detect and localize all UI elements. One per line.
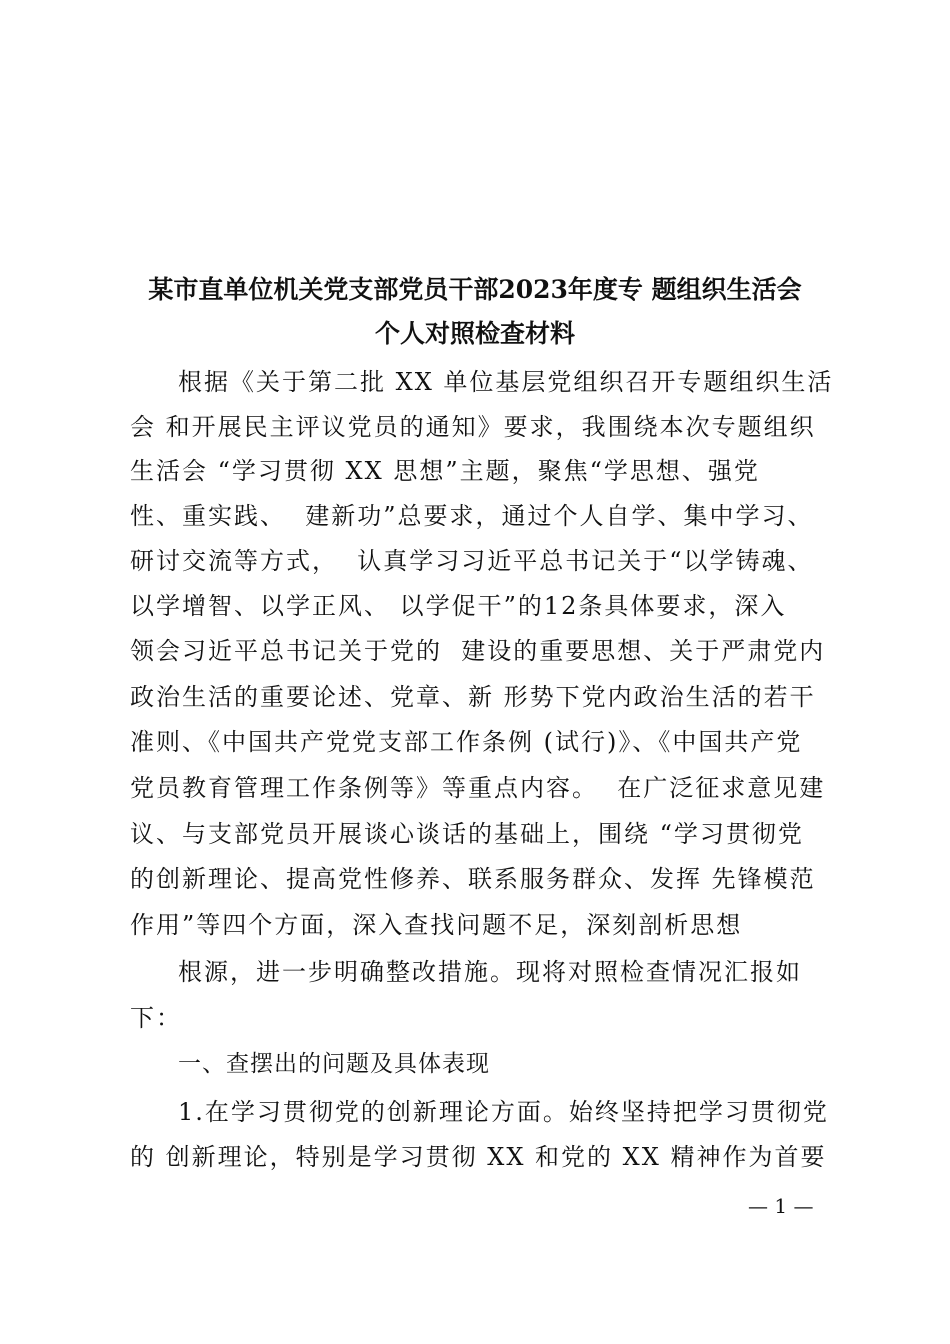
text-line: 作用”等四个方面，深入查找问题不足，深刻剖析思想 [130, 911, 743, 939]
text-line: 以学增智、以学正风、 以学促干”的12条具体要求，深入 [130, 592, 787, 620]
text-line: 性、重实践、 建新功”总要求，通过个人自学、集中学习、 [130, 502, 814, 530]
text-line: 根据《关于第二批 XX 单位基层党组织召开专题组织生活 [178, 368, 834, 396]
text-line: 根源，进一步明确整改措施。现将对照检查情况汇报如 [178, 958, 802, 986]
text-line: 议、与支部党员开展谈心谈话的基础上，围绕 “学习贯彻党 [130, 820, 804, 848]
text-line: 生活会 “学习贯彻 XX 思想”主题，聚焦“学思想、强党 [130, 457, 760, 485]
page-number: — 1 — [748, 1194, 814, 1218]
text-line: 政治生活的重要论述、党章、新 形势下党内政治生活的若干 [130, 683, 816, 711]
text-line: 准则、《中国共产党党支部工作条例 (试行)》、《中国共产党 [130, 728, 803, 756]
text-line: 下： [130, 1004, 182, 1032]
text-line: 的 创新理论，特别是学习贯彻 XX 和党的 XX 精神作为首要 [130, 1143, 827, 1171]
text-line: 领会习近平总书记关于党的 建设的重要思想、关于严肃党内 [130, 637, 826, 665]
document-title-line-2: 个人对照检查材料 [374, 319, 575, 348]
text-line: 研讨交流等方式， 认真学习习近平总书记关于“以学铸魂、 [130, 547, 814, 575]
text-line: 党员教育管理工作条例等》等重点内容。 在广泛征求意见建 [130, 774, 826, 802]
text-line: 的创新理论、提高党性修养、联系服务群众、发挥 先锋模范 [130, 865, 816, 893]
document-title-line-1: 某市直单位机关党支部党员干部2023年度专 题组织生活会 [148, 275, 802, 304]
section-heading: 一、查摆出的问题及具体表现 [178, 1051, 490, 1077]
text-line: 1.在学习贯彻党的创新理论方面。始终坚持把学习贯彻党 [178, 1098, 829, 1126]
text-line: 会 和开展民主评议党员的通知》要求，我围绕本次专题组织 [130, 413, 816, 441]
